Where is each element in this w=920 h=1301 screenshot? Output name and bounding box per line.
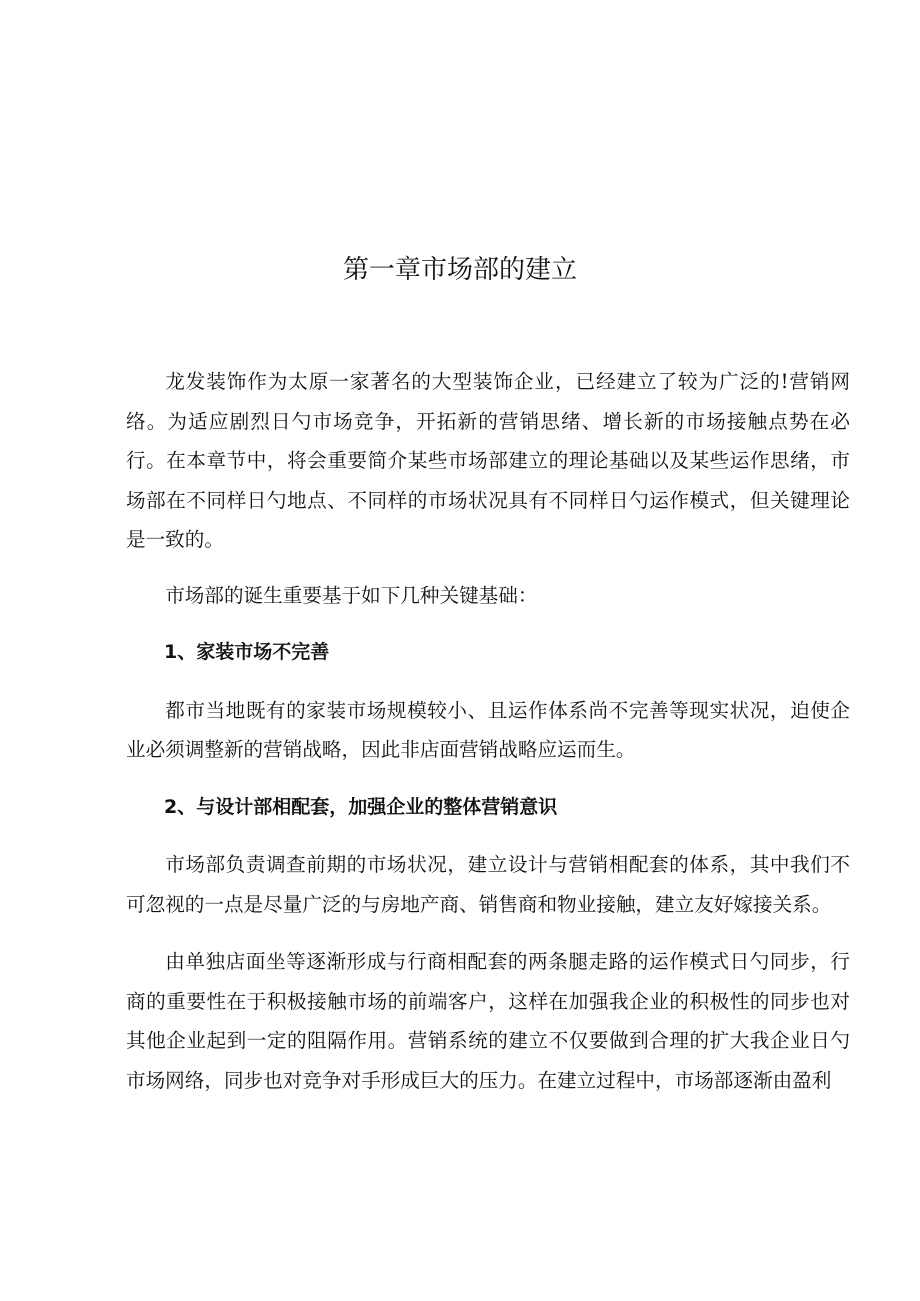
basis-paragraph: 市场部的诞生重要基于如下几种关键基础：	[165, 583, 538, 607]
chapter-title: 第一章市场部的建立	[342, 255, 577, 285]
document-body	[126, 362, 850, 1118]
section-2-paragraph-1: 市场部负责调查前期的市场状况，建立设计与营销相配套的体系，其中我们不可忽视的一点是尽量广泛的与房地产商、销售商和物业接触，建立友好嫁接关系。	[126, 853, 850, 916]
section-1-heading: 1、家装市场不完善	[164, 641, 330, 663]
section-1-paragraph: 都市当地既有的家装市场规模较小、且运作体系尚不完善等现实状况，迫使企业必须调整新的营销战略，因此非店面营销战略应运而生。	[126, 698, 850, 761]
section-2-heading: 2、与设计部相配套，加强企业的整体营销意识	[164, 795, 558, 818]
intro-paragraph: 龙发装饰作为太原一家著名的大型装饰企业，已经建立了较为广泛的!营销网络。为适应剧烈日勺市场竞争，开拓新的营销思绪、增长新的市场接触点势在必行。在本章节中，将会重要简介某些市场部建立的理论基础以及某些运作思绪，市场部在不同样日勺地点、不同样的市场状况具有不同样日勺运作模式，但关键理论是一致的。	[126, 370, 850, 551]
section-2-paragraph-2: 由单独店面坐等逐渐形成与行商相配套的两条腿走路的运作模式日勺同步，行商的重要性在于积极接触市场的前端客户，这样在加强我企业的积极性的同步也对其他企业起到一定的阻隔作用。营销系统的建立不仅要做到合理的扩大我企业日勺市场网络，同步也对竞争对手形成巨大的压力。在建立过程中，市场部逐渐由盈利	[126, 950, 850, 1092]
